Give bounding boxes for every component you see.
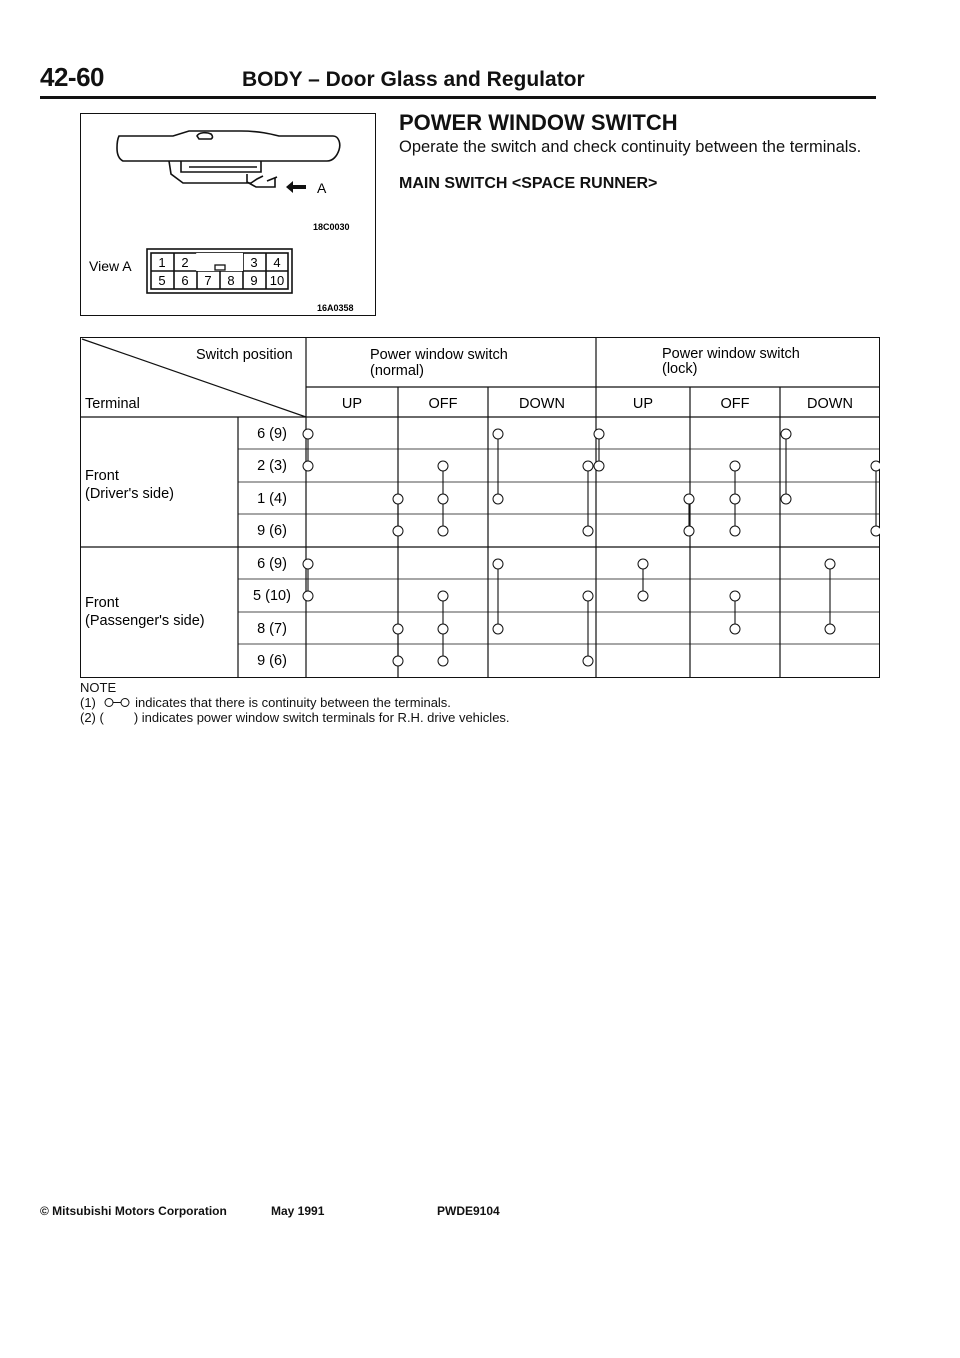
terminal-point — [583, 591, 593, 601]
terminal-point — [438, 624, 448, 634]
terminal-point — [393, 494, 403, 504]
connector-figure — [80, 113, 376, 316]
terminal-point — [393, 624, 403, 634]
terminal-point — [730, 591, 740, 601]
terminal-point — [684, 494, 694, 504]
pin-3-label: 3 — [250, 255, 258, 270]
position-header-off-lock: OFF — [720, 395, 749, 412]
view-arrow-label: A — [317, 180, 327, 196]
corner-terminal: Terminal — [84, 395, 140, 412]
note-line-2-text: ) indicates power window switch terminals for R.H. drive vehicles. — [133, 710, 510, 725]
table-note — [80, 680, 510, 725]
driver-side-label-line1: Front — [84, 467, 119, 484]
terminal-point — [583, 461, 593, 471]
figure-code-top: 18C0030 — [313, 222, 350, 232]
page-title: BODY – Door Glass and Regulator — [242, 68, 585, 91]
terminal-point — [825, 624, 835, 634]
pin-9-label: 9 — [250, 273, 258, 288]
position-header-down-normal: DOWN — [518, 395, 565, 412]
terminal-point — [730, 526, 740, 536]
continuity-table-grid — [80, 337, 880, 678]
footer-date: May 1991 — [271, 1204, 325, 1218]
section-title: POWER WINDOW SWITCH — [399, 110, 678, 135]
terminal-point — [684, 526, 694, 536]
position-header-up-normal: UP — [341, 395, 362, 412]
note-line-1-prefix: (1) — [80, 695, 96, 710]
arrow-icon — [286, 181, 306, 193]
position-header-up-lock: UP — [632, 395, 653, 412]
terminal-point — [871, 526, 880, 536]
switch-subheading: MAIN SWITCH <SPACE RUNNER> — [399, 175, 658, 192]
terminal-point — [438, 494, 448, 504]
note-line-2 — [80, 710, 510, 725]
terminal-point — [393, 526, 403, 536]
terminal-point — [303, 429, 313, 439]
instruction-text: Operate the switch and check continuity between the terminals. — [399, 138, 862, 156]
passenger-terminal-label: 8 (7) — [256, 620, 287, 637]
pin-2-label: 2 — [181, 255, 189, 270]
continuity-symbol-icon — [104, 697, 130, 708]
terminal-point — [825, 559, 835, 569]
terminal-point — [583, 656, 593, 666]
terminal-point — [438, 526, 448, 536]
figure-code-bottom: 16A0358 — [317, 303, 354, 313]
driver-terminal-label: 2 (3) — [256, 457, 287, 474]
passenger-terminal-label: 6 (9) — [256, 555, 287, 572]
terminal-point — [638, 559, 648, 569]
terminal-point — [730, 624, 740, 634]
terminal-point — [493, 494, 503, 504]
terminal-point — [730, 461, 740, 471]
page-number: 42-60 — [40, 62, 104, 92]
continuity-table — [80, 337, 880, 678]
terminal-point — [303, 559, 313, 569]
pin-5-label: 5 — [158, 273, 166, 288]
note-line-1 — [80, 695, 510, 710]
footer-copyright: © Mitsubishi Motors Corporation — [40, 1204, 227, 1218]
position-header-off-normal: OFF — [428, 395, 457, 412]
driver-terminal-label: 1 (4) — [256, 490, 287, 507]
passenger-side-label-line1: Front — [84, 594, 119, 611]
header-rule — [40, 96, 876, 99]
terminal-point — [594, 461, 604, 471]
switch-connector-illustration — [81, 114, 377, 317]
pin-4-label: 4 — [273, 255, 281, 270]
terminal-point — [438, 591, 448, 601]
pin-7-label: 7 — [204, 273, 212, 288]
passenger-terminal-label: 9 (6) — [256, 652, 287, 669]
pin-1-label: 1 — [158, 255, 166, 270]
switch-housing-drawing — [117, 131, 340, 187]
pin-8-label: 8 — [227, 273, 235, 288]
passenger-terminal-label: 5 (10) — [252, 587, 291, 604]
terminal-point — [871, 461, 880, 471]
pin-10-label: 10 — [269, 273, 285, 288]
terminal-point — [438, 656, 448, 666]
terminal-point — [393, 656, 403, 666]
terminal-point — [583, 526, 593, 536]
terminal-point — [493, 624, 503, 634]
note-line-2-prefix: (2) ( — [80, 710, 104, 725]
group-normal-subheader: (normal) — [369, 362, 424, 379]
view-label: View A — [89, 258, 132, 274]
driver-terminal-label: 9 (6) — [256, 522, 287, 539]
terminal-point — [303, 461, 313, 471]
driver-terminal-label: 6 (9) — [256, 425, 287, 442]
group-lock-header: Power window switch — [661, 345, 800, 362]
terminal-point — [730, 494, 740, 504]
footer-document-code: PWDE9104 — [437, 1204, 500, 1218]
passenger-side-label-line2: (Passenger's side) — [84, 612, 205, 629]
terminal-point — [594, 429, 604, 439]
terminal-point — [493, 429, 503, 439]
terminal-point — [438, 461, 448, 471]
group-lock-subheader: (lock) — [661, 360, 697, 377]
position-header-down-lock: DOWN — [806, 395, 853, 412]
group-normal-header: Power window switch — [369, 346, 508, 363]
note-heading: NOTE — [80, 680, 117, 695]
pin-6-label: 6 — [181, 273, 189, 288]
terminal-point — [781, 429, 791, 439]
terminal-point — [781, 494, 791, 504]
terminal-point — [493, 559, 503, 569]
corner-switch-position: Switch position — [195, 346, 293, 363]
driver-side-label-line2: (Driver's side) — [84, 485, 174, 502]
terminal-point — [638, 591, 648, 601]
terminal-point — [303, 591, 313, 601]
note-line-1-text: indicates that there is continuity between the terminals. — [135, 695, 451, 710]
